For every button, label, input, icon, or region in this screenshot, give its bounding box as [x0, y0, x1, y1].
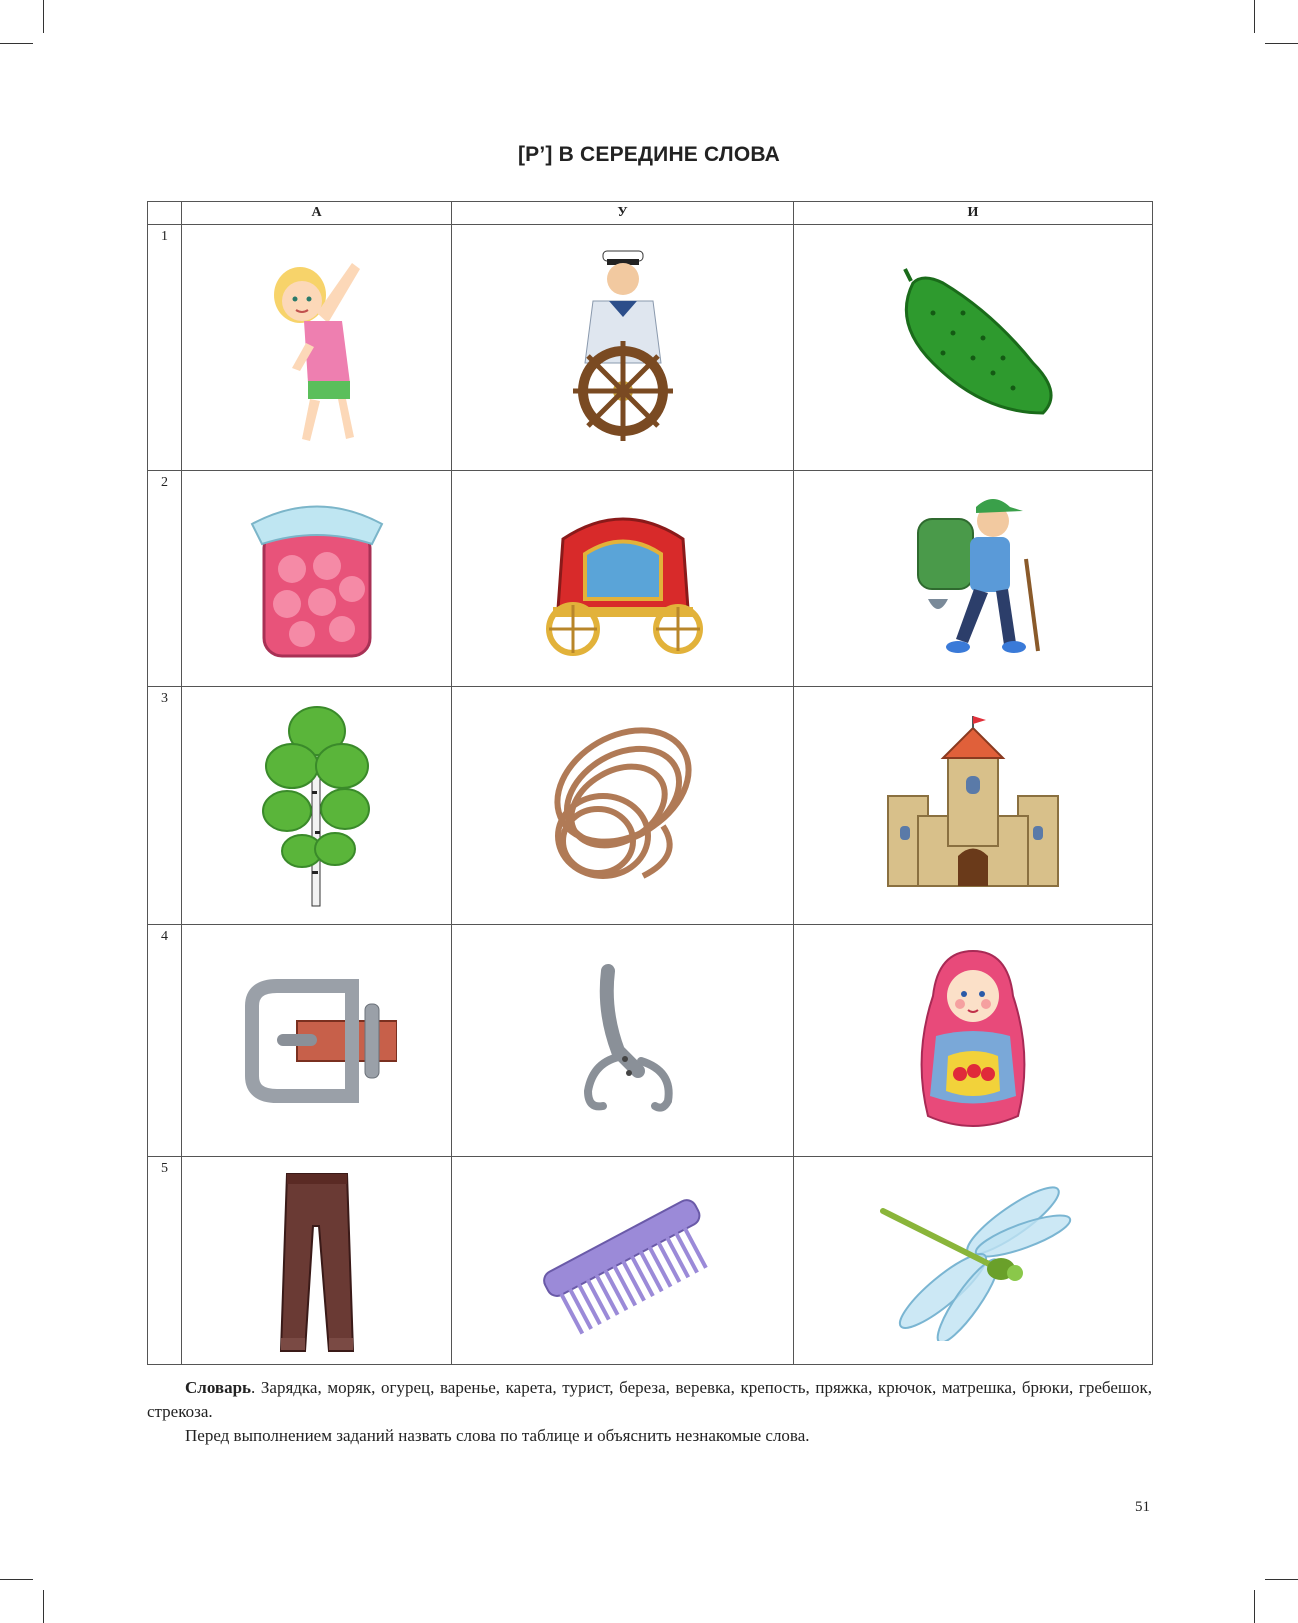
crop-mark — [1265, 43, 1298, 44]
tourist-image — [794, 471, 1153, 687]
trousers-image — [182, 1157, 452, 1365]
header-corner — [148, 202, 182, 225]
table-row — [148, 687, 1153, 925]
crop-mark — [1265, 1579, 1298, 1580]
instruction-paragraph: Перед выполнением заданий назвать слова по таблице и объяснить незнакомые слова. — [185, 1426, 810, 1445]
table-row — [148, 925, 1153, 1157]
girl-exercising-image — [182, 225, 452, 471]
crop-mark — [0, 43, 33, 44]
crop-mark — [1254, 1590, 1255, 1623]
jam-jar-image — [182, 471, 452, 687]
vocabulary-block — [147, 1376, 1152, 1448]
table-header-row — [148, 202, 1153, 225]
table-row — [148, 225, 1153, 471]
crop-mark — [0, 1579, 33, 1580]
crop-mark — [1254, 0, 1255, 33]
rope-image — [452, 687, 794, 925]
carriage-image — [452, 471, 794, 687]
dragonfly-image — [794, 1157, 1153, 1365]
hook-image — [452, 925, 794, 1157]
vocabulary-paragraph — [147, 1376, 1152, 1424]
birch-tree-image — [182, 687, 452, 925]
comb-image — [452, 1157, 794, 1365]
row-number: 1 — [148, 225, 182, 471]
column-header: А — [182, 202, 452, 225]
picture-table — [147, 201, 1153, 1365]
fortress-image — [794, 687, 1153, 925]
crop-mark — [43, 0, 44, 33]
column-header: У — [452, 202, 794, 225]
crop-mark — [43, 1590, 44, 1623]
row-number: 3 — [148, 687, 182, 925]
matryoshka-image — [794, 925, 1153, 1157]
row-number: 2 — [148, 471, 182, 687]
table-row — [148, 1157, 1153, 1365]
table-row — [148, 471, 1153, 687]
cucumber-image — [794, 225, 1153, 471]
vocabulary-text: . Зарядка, моряк, огурец, варенье, карета, турист, береза, веревка, крепость, пряжка, крючок, матрешка, брюки, гребешок, стрекоза. — [147, 1378, 1152, 1421]
vocabulary-label: Словарь — [185, 1378, 252, 1397]
page-number: 51 — [1135, 1499, 1150, 1515]
sailor-image — [452, 225, 794, 471]
buckle-image — [182, 925, 452, 1157]
row-number: 5 — [148, 1157, 182, 1365]
page-title: [Р’] В СЕРЕДИНЕ СЛОВА — [517, 143, 781, 166]
row-number: 4 — [148, 925, 182, 1157]
column-header: И — [794, 202, 1153, 225]
